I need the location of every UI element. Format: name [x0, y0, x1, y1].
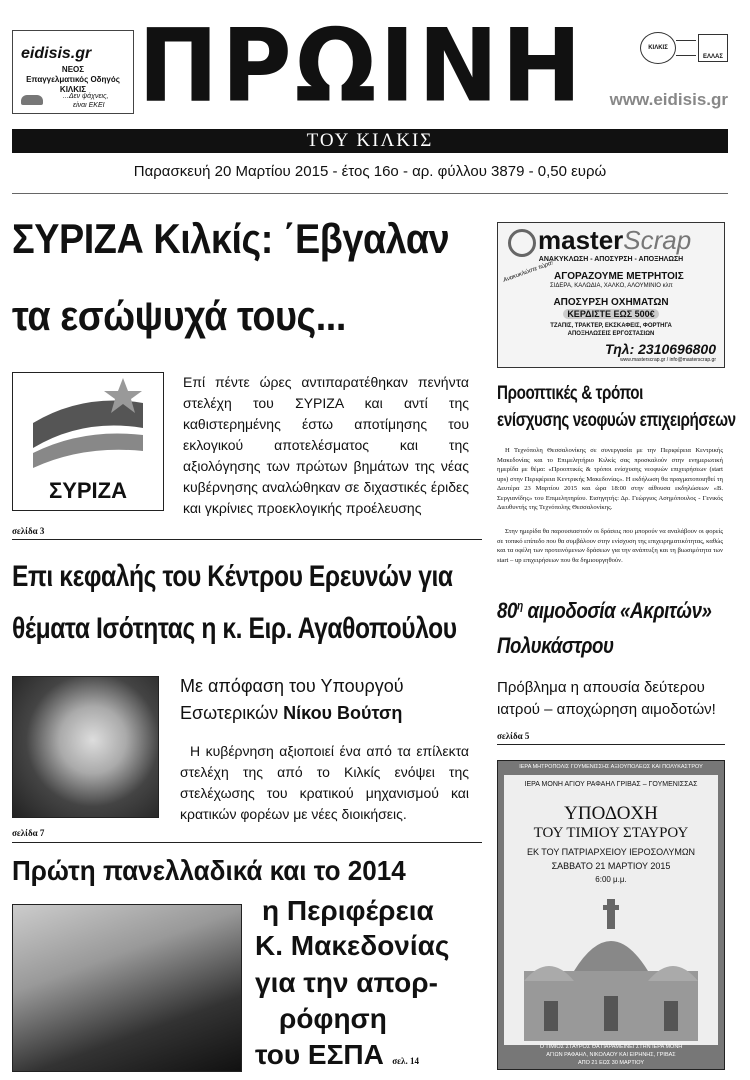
syriza-logo-text: ΣΥΡΙΖΑ	[49, 478, 127, 503]
ad-line2: Επαγγελματικός Οδηγός	[26, 75, 120, 84]
story1-headline-line1: ΣΥΡΙΖΑ Κιλκίς: ΄Εβγαλαν	[12, 215, 450, 262]
masterscrap-ad	[497, 222, 725, 368]
ad-vehicles1: ΤΖΑΠΙΣ, ΤΡΑΚΤΕΡ, ΕΚΣΚΑΦΕΙΣ, ΦΟΡΤΗΓΑ	[550, 323, 672, 329]
syriza-logo	[12, 372, 164, 511]
recycle-icon	[508, 229, 536, 257]
church-bottom1: Ο ΤΙΜΙΟΣ ΣΤΑΥΡΟΣ ΘΑ ΠΑΡΑΜΕΙΝΕΙ ΣΤΗΝ ΙΕΡΑ ΜΟΝΗ	[539, 1044, 683, 1050]
masterscrap-brand	[538, 225, 691, 256]
story1-headline-line2: τα εσώψυχά τους...	[12, 292, 346, 339]
shoe-icon	[21, 95, 43, 105]
ad-tagline: ΑΝΑΚΥΚΛΩΣΗ - ΑΠΟΣΥΡΣΗ - ΑΠΟΞΗΛΩΣΗ	[538, 256, 684, 263]
story3-sub4: ρόφηση	[279, 1003, 387, 1034]
ad-line3: ΚΙΛΚΙΣ	[59, 85, 87, 94]
story1-body: Επί πέντε ώρες αντιπαρατέθηκαν πενήντα στελέχη του ΣΥΡΙΖΑ και αντί της καθιστερημένης έστω αποτίμησης του εκλογικού αποτελέσματος και της αξιολόγησης των πρώτων βημάτων της νέας κυβέρνησης αναλώθηκαν σε διχαστικές έριδες και γκρίνιες προεκλογικής προέλευσης	[183, 374, 469, 516]
story5-headline-line2: Πολυκάστρου	[497, 633, 614, 658]
story3-sub1: η Περιφέρεια	[262, 895, 434, 926]
story5-rule	[497, 744, 725, 745]
story4-headline-line1: Προοπτικές & τρόποι	[497, 383, 644, 404]
story2-headline-line2: θέματα Ισότητας η κ. Ειρ. Αγαθοπούλου	[12, 612, 457, 645]
ad-vehicles2: ΑΠΟΞΗΛΩΣΕΙΣ ΕΡΓΟΣΤΑΣΙΩΝ	[567, 331, 655, 337]
story5-headline-line1	[497, 598, 712, 624]
stamp-right-text: ΕΛΛΑΣ	[703, 54, 723, 60]
masthead-website: www.eidisis.gr	[609, 90, 728, 109]
story4-body2: Στην ημερίδα θα παρουσιαστούν οι δράσεις που μπορούν να αναλάβουν οι φορείς σε τοπικό επίπεδο που θα συμβάλουν στην ενίσχυση της επιχειρηματικότητας, καθώς και τα οφέλη των προτεινόμενων δράσεων για την ανάπτυξη και τη βιωσιμότητα των start – up επιχειρήσεων που θα δημιουργηθούν.	[497, 528, 723, 564]
dateline-rule	[12, 193, 728, 194]
ad-slogan1: ...Δεν ψάχνεις,	[63, 93, 109, 100]
church-title1: ΥΠΟΔΟΧΗ	[564, 803, 658, 824]
masthead-left-ad	[12, 30, 134, 114]
church-line4: ΣΑΒΒΑΤΟ 21 ΜΑΡΤΙΟΥ 2015	[551, 861, 671, 871]
brand-scrap: Scrap	[623, 225, 692, 255]
masthead-title: ΠΡΩΙΝΗ	[138, 7, 585, 125]
story2-rule	[12, 842, 482, 843]
story1-page: σελίδα 3	[12, 526, 45, 536]
story3-sub5-row	[255, 1039, 419, 1071]
story5-page: σελίδα 5	[497, 731, 530, 741]
brand-master: master	[538, 225, 624, 255]
church-title2: ΤΟΥ ΤΙΜΙΟΥ ΣΤΑΥΡΟΥ	[533, 825, 689, 841]
stamp-left	[640, 32, 676, 64]
ad-materials: ΣΙΔΕΡΑ, ΚΑΛΩΔΙΑ, ΧΑΛΚΟ, ΑΛΟΥΜΙΝΙΟ κλπ	[550, 283, 673, 289]
story3-sub5: του ΕΣΠΑ	[255, 1039, 384, 1070]
ad-web: www.masterscrap.gr / info@masterscrap.gr	[620, 357, 716, 363]
church-ad	[497, 760, 725, 1070]
story5-body: Πρόβλημα η απουσία δεύτερου ιατρού – αποχώρηση αιμοδοτών!	[497, 679, 716, 718]
story2-lead-line1: Με απόφαση του Υπουργού	[180, 676, 404, 696]
story3-sub3: για την απορ-	[255, 967, 438, 998]
postmark-lines	[676, 40, 696, 56]
church-bottom3: ΑΠΟ 21 ΕΩΣ 30 ΜΑΡΤΙΟΥ	[577, 1060, 645, 1066]
ad-brand: eidisis.gr	[21, 45, 92, 62]
ad-slogan2: είναι ΕΚΕΙ	[73, 102, 105, 109]
stamp-right	[698, 34, 728, 62]
story4-headline-line2: ενίσχυσης νεοφυών επιχειρήσεων	[497, 410, 736, 431]
syriza-flag-icon	[13, 373, 163, 473]
church-bottom2: ΑΓΙΩΝ ΡΑΦΑΗΛ, ΝΙΚΟΛΑΟΥ ΚΑΙ ΕΙΡΗΝΗΣ, ΓΡΙΒΑΣ	[546, 1052, 676, 1058]
tzitzikostas-photo	[12, 904, 242, 1072]
ad-earn: ΚΕΡΔΙΣΤΕ ΕΩΣ 500€	[563, 309, 659, 319]
story5-sup: η	[516, 598, 523, 613]
ad-side: Ανακυκλώστε τώρα!	[502, 260, 555, 284]
story3-sub2: Κ. Μακεδονίας	[255, 930, 450, 961]
story2-page: σελίδα 7	[12, 828, 45, 838]
story2-body: Η κυβέρνηση αξιοποιεί ένα από τα επίλεκτα στελέχη της από το Κιλκίς ενόψει της στελέχωσης του κρατικού μηχανισμού και κρατικών φορέων με νέες διοικήσεις.	[180, 743, 469, 822]
church-building-icon	[504, 891, 718, 1041]
agathopoulou-photo	[12, 676, 159, 818]
story5-number: 80	[497, 598, 517, 623]
story2-lead-line2	[180, 703, 402, 724]
dateline: Παρασκευή 20 Μαρτίου 2015 - έτος 16ο - αρ. φύλλου 3879 - 0,50 ευρώ	[133, 163, 607, 180]
story2-lead-ministry: Εσωτερικών	[180, 703, 284, 723]
story5-title: αιμοδοσία «Ακριτών»	[522, 598, 712, 623]
ad-buy: ΑΓΟΡΑΖΟΥΜΕ ΜΕΤΡΗΤΟΙΣ	[554, 271, 684, 282]
story3-headline: Πρώτη πανελλαδικά και το 2014	[12, 855, 406, 886]
church-sub: ΙΕΡΑ ΜΟΝΗ ΑΓΙΟΥ ΡΑΦΑΗΛ ΓΡΙΒΑΣ – ΓΟΥΜΕΝΙΣΣΑΣ	[524, 781, 698, 788]
ad-phone: Τηλ: 2310696800	[604, 341, 716, 357]
story4-body1: Η Τεχνόπολη Θεσσαλονίκης σε συνεργασία με την Περιφέρεια Κεντρικής Μακεδονίας και το Επιμελητήριο Κιλκίς σας προσκαλούν στην ενημερωτική ημερίδα με θέμα: «Προοπτικές & τρόποι ενίσχυσης νεοφυών επιχειρήσεων (start ups) στην Περιφέρεια Κεντρικής Μακεδονίας». Η εκδήλωση θα πραγματοποιηθεί τη Δευτέρα 23 Μαρτίου 2015 και ώρα 18:00 στην αίθουσα εκδηλώσεων «Β. Σεργιανίδης» του Επιμελητηρίου. Εισηγητής: Δρ. Γεώργιος Ασημόπουλος - Γενικός Διευθυντής της Τεχνόπολης Θεσσαλονίκης.	[497, 447, 723, 511]
story2-lead-minister: Νίκου Βούτση	[283, 703, 403, 723]
church-top: ΙΕΡΑ ΜΗΤΡΟΠΟΛΙΣ ΓΟΥΜΕΝΙΣΣΗΣ ΑΞΙΟΥΠΟΛΕΩΣ ΚΑΙ ΠΟΛΥΚΑΣΤΡΟΥ	[519, 764, 703, 770]
church-line3: ΕΚ ΤΟΥ ΠΑΤΡΙΑΡΧΕΙΟΥ ΙΕΡΟΣΟΛΥΜΩΝ	[526, 847, 696, 857]
story2-headline-line1: Επι κεφαλής του Κέντρου Ερευνών για	[12, 560, 453, 593]
ad-line1: ΝΕΟΣ	[61, 65, 85, 74]
story1-rule	[12, 539, 482, 540]
masthead-subtitle: ΤΟΥ ΚΙΛΚΙΣ	[306, 130, 434, 151]
ad-withdraw: ΑΠΟΣΥΡΣΗ ΟΧΗΜΑΤΩΝ	[553, 297, 669, 308]
story3-page: σελ. 14	[392, 1056, 419, 1066]
church-time: 6:00 μ.μ.	[595, 875, 627, 884]
stamp-left-text: ΚΙΛΚΙΣ	[648, 45, 668, 51]
